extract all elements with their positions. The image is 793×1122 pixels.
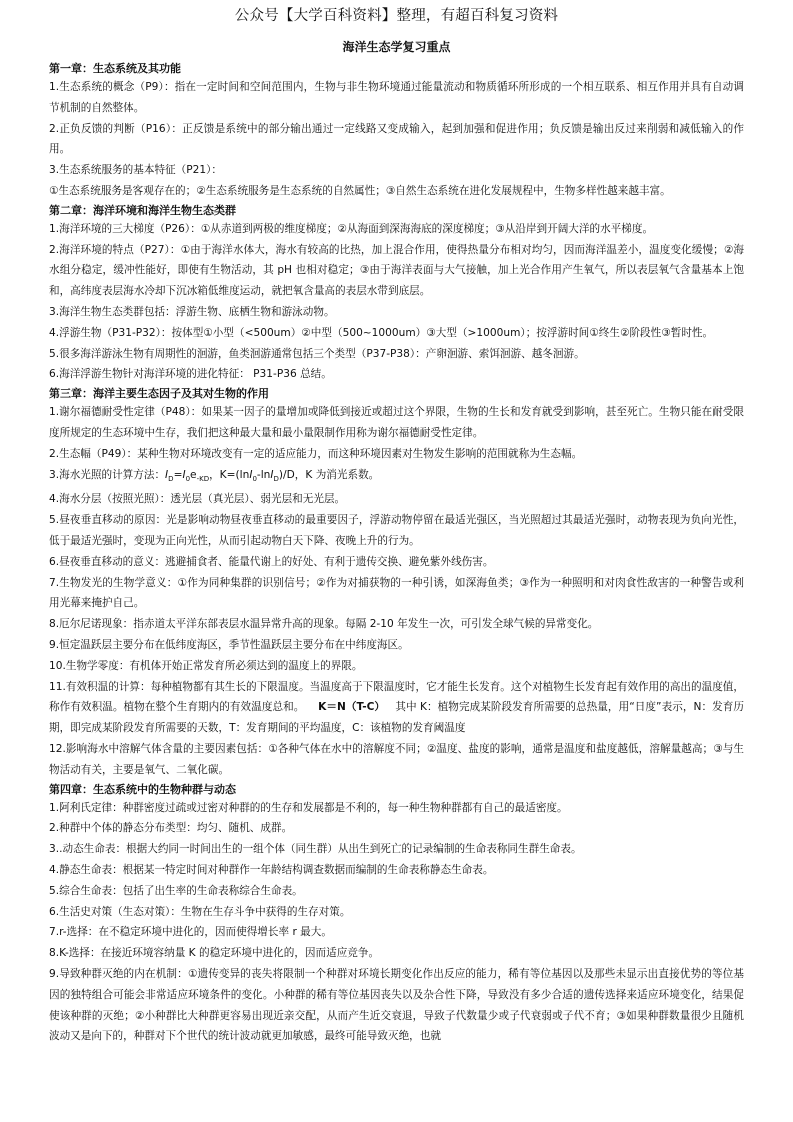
light-formula: $I_D=I_0e_{-KD}$，K=(lnI$_0$-lnI$_D$)/D <box>165 468 295 483</box>
ch2-item-3: 3.海洋生物生态类群包括：浮游生物、底栖生物和游泳动物。 <box>49 305 335 318</box>
page-header: 公众号【大学百科资料】整理，有超百科复习资料 <box>234 8 559 24</box>
chapter-1-heading: 第一章：生态系统及其功能 <box>49 62 181 75</box>
accumulated-temp-formula: K＝N（T-C） <box>318 701 386 714</box>
ch3-item-11-explain: 其中 K：植物完成某阶段发育所需要的总热量，用“日度”表示，N：发育历期，即完成某阶段发育所需要的天数，T：发育期间的平均温度，C：该植物的发育阈温度 <box>49 701 744 735</box>
ch3-item-11-text: 11.有效积温的计算：每种植物都有其生长的下限温度。当温度高于下限温度时，它才能生长发育。这个对植物生长发育起有效作用的高出的温度值，称作有效积温。植物在整个生育期内的有效温度总和。 <box>49 680 744 714</box>
ch4-item-7: 7.r-选择：在不稳定环境中进化的，因而使得增长率 r 最大。 <box>49 926 332 939</box>
ch3-item-3 <box>49 465 744 490</box>
ch3-item-1: 1.谢尔福德耐受性定律（P48）：如果某一因子的量增加或降低到接近或超过这个界限，生物的生长和发育就受到影响，甚至死亡。生物只能在耐受限度所规定的生态环境中生存，我们把这种最大量和最小量限制作用称为谢尔福德耐受性定律。 <box>49 406 744 439</box>
document-title: 海洋生态学复习重点 <box>342 40 451 54</box>
ch3-item-3-label: 3.海水光照的计算方法： <box>49 468 166 481</box>
ch4-item-5: 5.综合生命表：包括了出生率的生命表称综合生命表。 <box>49 884 303 897</box>
ch4-item-4: 4.静态生命表：根据某一特定时间对种群作一年龄结构调查数据而编制的生命表称静态生命表。 <box>49 864 494 876</box>
ch4-item-2: 2.种群中个体的静态分布类型：均匀、随机、成群。 <box>49 822 293 835</box>
ch3-item-2: 2.生态幅（P49）：某种生物对环境改变有一定的适应能力，而这种环境因素对生物发生影响的范围就称为生态幅。 <box>49 447 583 460</box>
ch1-item-3: 3.生态系统服务的基本特征（P21）： <box>49 164 222 177</box>
ch1-item-2: 2.正负反馈的判断（P16）：正反馈是系统中的部分输出通过一定线路又变成输入，起到加强和促进作用；负反馈是输出反过来削弱和减低输入的作用。 <box>49 122 744 156</box>
ch3-item-10: 10.生物学零度：有机体开始正常发育所必须达到的温度上的界限。 <box>49 659 363 672</box>
ch2-item-1: 1.海洋环境的三大梯度（P26）：①从赤道到两极的维度梯度；②从海面到深海海底的深度梯度；③从沿岸到开阔大洋的水平梯度。 <box>49 222 654 235</box>
ch3-item-8: 8.厄尔尼诺现象：指赤道太平洋东部表层水温异常升高的现象。每隔 2-10 年发生一次，可引发全球气候的异常变化。 <box>49 618 599 631</box>
ch1-item-1: 1.生态系统的概念（P9）：指在一定时间和空间范围内，生物与非生物环境通过能量流动和物质循环所形成的一个相互联系、相互作用并具有自动调节机制的自然整体。 <box>49 81 744 114</box>
ch2-item-4: 4.浮游生物（P31-P32）：按体型①小型（<500um）②中型（500~1000um）③大型（>1000um）；按浮游时间①终生②阶段性③暂时性。 <box>49 326 714 339</box>
ch4-item-9: 9.导致种群灭绝的内在机制：①遗传变异的丧失将限制一个种群对环境长期变化作出反应的能力，稀有等位基因以及那些未显示出直接优势的等位基因的独特组合可能会非常适应环境条件的变化。小种群的稀有等位基因丧失以及杂合性下降，导致没有多少合适的遗传选择来适应环境变化，结果促使该种群的灭绝；②小种群比大种群更容易出现近亲交配，从而产生近交衰退，导致子代数量少或子代衰弱或子代不育；③如果种群数量很少且随机波动又是向下的，种群对下个世代的统计波动就更加敏感，最终可能导致灭绝，也就 <box>49 967 744 1043</box>
chapter-2-heading: 第二章：海洋环境和海洋生物生态类群 <box>49 203 236 217</box>
ch4-item-8: 8.K-选择：在接近环境容纳量 K 的稳定环境中进化的，因而适应竞争。 <box>49 947 380 960</box>
ch2-item-6: 6.海洋浮游生物针对海洋环境的进化特征： P31-P36 总结。 <box>49 368 332 381</box>
ch3-item-3-tail: ，K 为消光系数。 <box>294 468 380 481</box>
ch3-item-5: 5.昼夜垂直移动的原因：光是影响动物昼夜垂直移动的最重要因子，浮游动物停留在最适光强区，当光照超过其最适光强时，动物表现为负向光性，低于最适光强时，变现为正向光性，从而引起动物白天下降、夜晚上升的行为。 <box>49 514 744 548</box>
ch3-item-9: 9.恒定温跃层主要分布在低纬度海区，季节性温跃层主要分布在中纬度海区。 <box>49 639 409 652</box>
ch3-item-6: 6.昼夜垂直移动的意义：逃避捕食者、能量代谢上的好处、有利于遗传交换、避免紫外线伤害。 <box>49 555 494 568</box>
ch2-item-5: 5.很多海洋游泳生物有周期性的洄游，鱼类洄游通常包括三个类型（P37-P38）：产卵洄游、索饵洄游、越冬洄游。 <box>49 347 585 360</box>
ch4-item-3: 3..动态生命表：根据大约同一时间出生的一组个体（同生群）从出生到死亡的记录编制的生命表称同生群生命表。 <box>49 843 582 856</box>
ch4-item-6: 6.生活史对策（生态对策）：生物在生存斗争中获得的生存对策。 <box>49 905 351 918</box>
chapter-4-heading: 第四章：生态系统中的生物种群与动态 <box>49 782 236 796</box>
ch1-item-3-detail: ①生态系统服务是客观存在的；②生态系统服务是生态系统的自然属性；③自然生态系统在进化发展规程中，生物多样性越来越丰富。 <box>49 184 671 197</box>
ch2-item-2: 2.海洋环境的特点（P27）：①由于海洋水体大，海水有较高的比热，加上混合作用，使得热量分布相对均匀，因而海洋温差小，温度变化缓慢；②海水组分稳定，缓冲性能好，即使有生物活动，其 pH 也相对稳定；③由于海洋表面与大气接触，加上光合作用产生氧气，所以表层氧气含量基本上饱和，高纬度表层海水冷却下沉冰箱低维度运动，就把氧含量高的表层水带到底层。 <box>49 243 744 298</box>
ch3-item-7: 7.生物发光的生物学意义：①作为同种集群的识别信号；②作为对捕获物的一种引诱，如深海鱼类；③作为一种照明和对肉食性敌害的一种警告或利用光幕来掩护自己。 <box>49 576 744 610</box>
ch3-item-4: 4.海水分层（按照光照）：透光层（真光层）、弱光层和无光层。 <box>49 493 346 506</box>
ch4-item-1: 1.阿利氏定律：种群密度过疏或过密对种群的的生存和发展都是不利的，每一种生物种群都有自己的最适密度。 <box>49 801 568 814</box>
document-body <box>49 60 744 1047</box>
ch3-item-11 <box>49 677 744 739</box>
ch3-item-12: 12.影响海水中溶解气体含量的主要因素包括：①各种气体在水中的溶解度不同；②温度、盐度的影响，通常是温度和盐度越低，溶解量越高；③与生物活动有关，主要是氧气、二氧化碳。 <box>49 743 744 776</box>
chapter-3-heading: 第三章：海洋主要生态因子及其对生物的作用 <box>49 387 269 401</box>
